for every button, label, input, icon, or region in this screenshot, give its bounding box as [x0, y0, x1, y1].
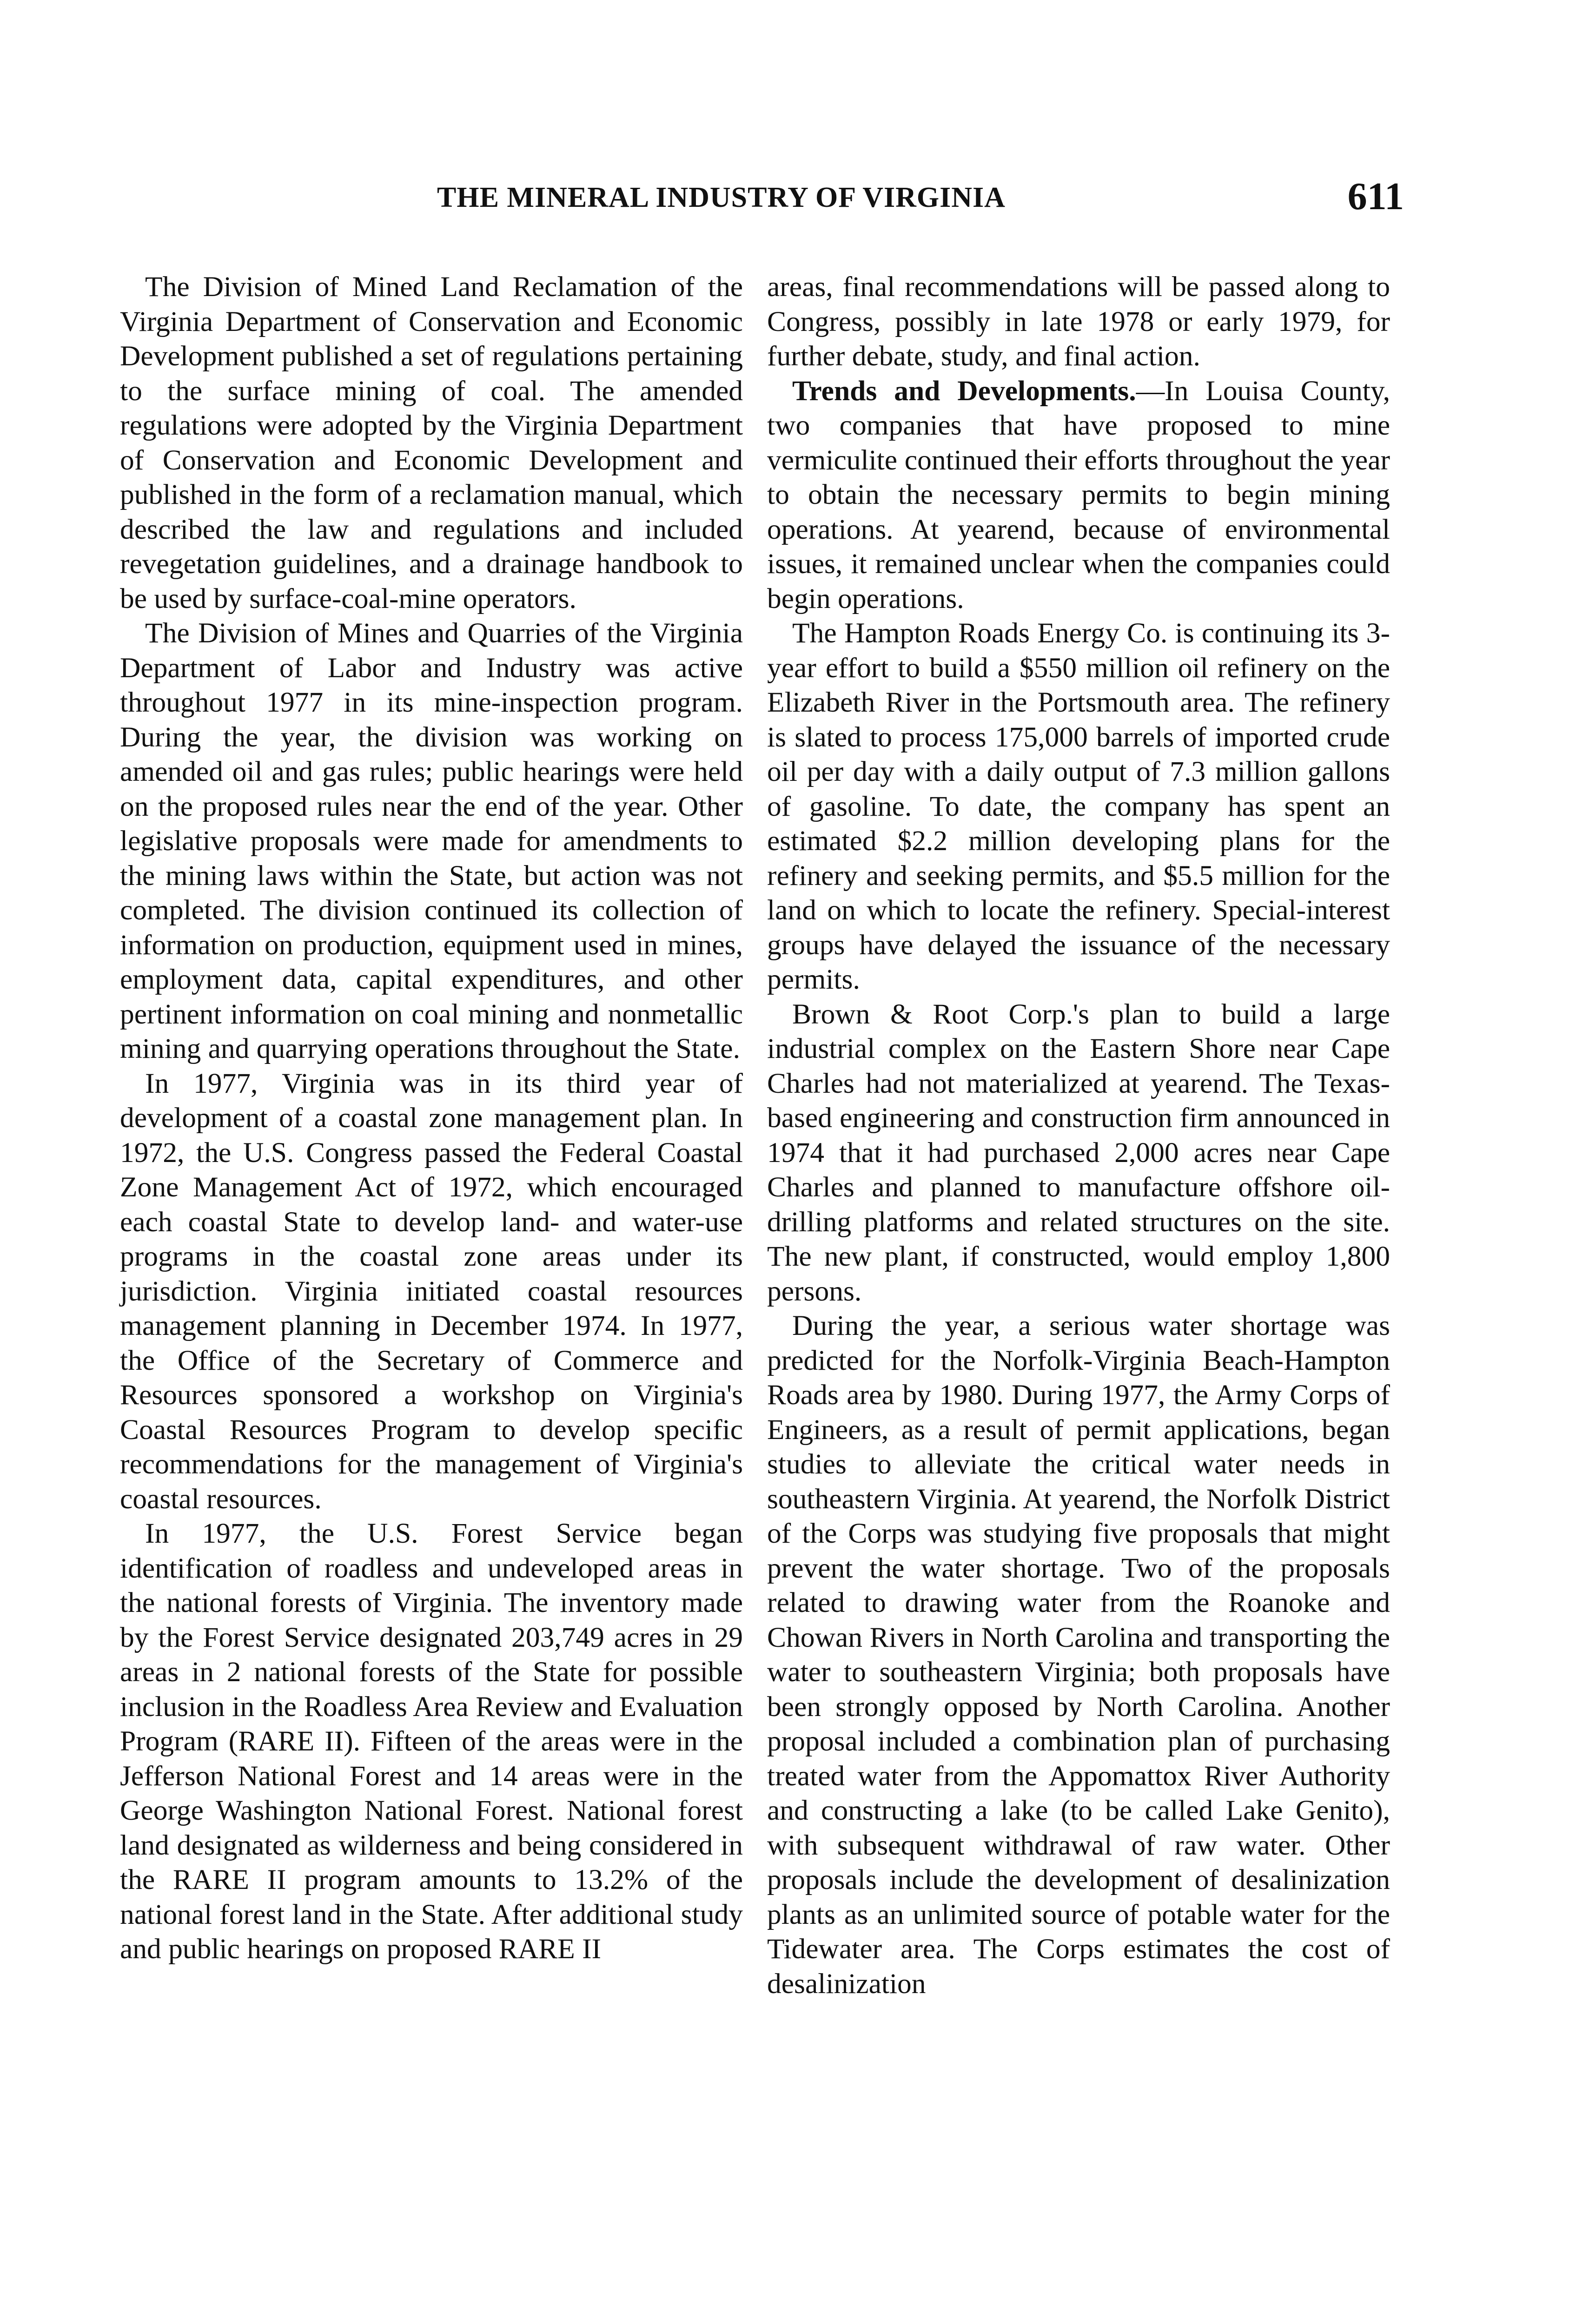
paragraph-mines-and-quarries: The Division of Mines and Quarries of the Virginia Department of Labor and Industry was active throughout 1977 in its mine-inspection program. During the year, the division was working on amended oil and gas rules; public hearings were held on the proposed rules near the end of the year. Other legislative proposals were made for amendments to the mining laws within the State, but action was not completed. The division continued its collection of information on production, equipment used in mines, employment data, capital expenditures, and other pertinent information on coal mining and nonmetallic mining and quarrying operations throughout the State. [120, 617, 743, 1064]
trends-text: —In Louisa County, two companies that have proposed to mine vermiculite continued their efforts throughout the year to obtain the necessary permits to begin mining operations. At yearend, because of environmental issues, it remained unclear when the companies could begin operations. [767, 375, 1390, 614]
paragraph-water-shortage: During the year, a serious water shortage was predicted for the Norfolk-Virginia Beach-Hampton Roads area by 1980. During 1977, the Army Corps of Engineers, as a result of permit applications, began studies to alleviate the critical water needs in southeastern Virginia. At yearend, the Norfolk District of the Corps was studying five proposals that might prevent the water shortage. Two of the proposals related to drawing water from the Roanoke and Chowan Rivers in North Carolina and transporting the water to southeastern Virginia; both proposals have been strongly opposed by North Carolina. Another proposal included a combination plan of purchasing treated water from the Appomattox River Authority and constructing a lake (to be called Lake Genito), with subsequent withdrawal of raw water. Other proposals include the development of desalinization plants as an unlimited source of potable water for the Tidewater area. The Corps estimates the cost of desalinization [767, 1310, 1390, 2000]
paragraph-brown-and-root: Brown & Root Corp.'s plan to build a large industrial complex on the Eastern Shore near Cape Charles had not materialized at yearend. The Texas-based engineering and construction firm announced in 1974 that it had purchased 2,000 acres near Cape Charles and planned to manufacture offshore oil-drilling platforms and related structures on the site. The new plant, if constructed, would employ 1,800 persons. [767, 998, 1390, 1307]
paragraph-mined-land-reclamation: The Division of Mined Land Reclamation of the Virginia Department of Conservation and Economic Development published a set of regulations pertaining to the surface mining of coal. The amended regulations were adopted by the Virginia Department of Conservation and Economic Development and published in the form of a reclamation manual, which described the law and regulations and included revegetation guidelines, and a drainage handbook to be used by surface-coal-mine operators. [120, 271, 743, 614]
page-number: 611 [1347, 175, 1404, 218]
paragraph-coastal-zone: In 1977, Virginia was in its third year of development of a coastal zone management plan. In 1972, the U.S. Congress passed the Federal Coastal Zone Management Act of 1972, which encouraged each coastal State to develop land- and water-use programs in the coastal zone areas under its jurisdiction. Virginia initiated coastal resources management planning in December 1974. In 1977, the Office of the Secretary of Commerce and Resources sponsored a workshop on Virginia's Coastal Resources Program to develop specific recommendations for the management of Virginia's coastal resources. [120, 1067, 743, 1515]
paragraph-continuation: areas, final recommendations will be passed along to Congress, possibly in late 1978 or early 1979, for further debate, study, and final action. [767, 271, 1390, 372]
paragraph-trends [767, 374, 1390, 616]
right-column [767, 270, 1390, 2001]
running-title: THE MINERAL INDUSTRY OF VIRGINIA [437, 182, 1006, 213]
paragraph-hampton-roads: The Hampton Roads Energy Co. is continuing its 3-year effort to build a $550 million oil refinery on the Elizabeth River in the Portsmouth area. The refinery is slated to process 175,000 barrels of imported crude oil per day with a daily output of 7.3 million gallons of gasoline. To date, the company has spent an estimated $2.2 million developing plans for the refinery and seeking permits, and $5.5 million for the land on which to locate the refinery. Special-interest groups have delayed the issuance of the necessary permits. [767, 617, 1390, 995]
paragraph-forest-service: In 1977, the U.S. Forest Service began identification of roadless and undeveloped areas in the national forests of Virginia. The inventory made by the Forest Service designated 203,749 acres in 29 areas in 2 national forests of the State for possible inclusion in the Roadless Area Review and Evaluation Program (RARE II). Fifteen of the areas were in the Jefferson National Forest and 14 areas were in the George Washington National Forest. National forest land designated as wilderness and being considered in the RARE II program amounts to 13.2% of the national forest land in the State. After additional study and public hearings on proposed RARE II [120, 1518, 743, 1965]
running-head [121, 177, 1404, 228]
left-column [120, 270, 743, 1967]
trends-heading: Trends and Developments. [792, 375, 1136, 407]
